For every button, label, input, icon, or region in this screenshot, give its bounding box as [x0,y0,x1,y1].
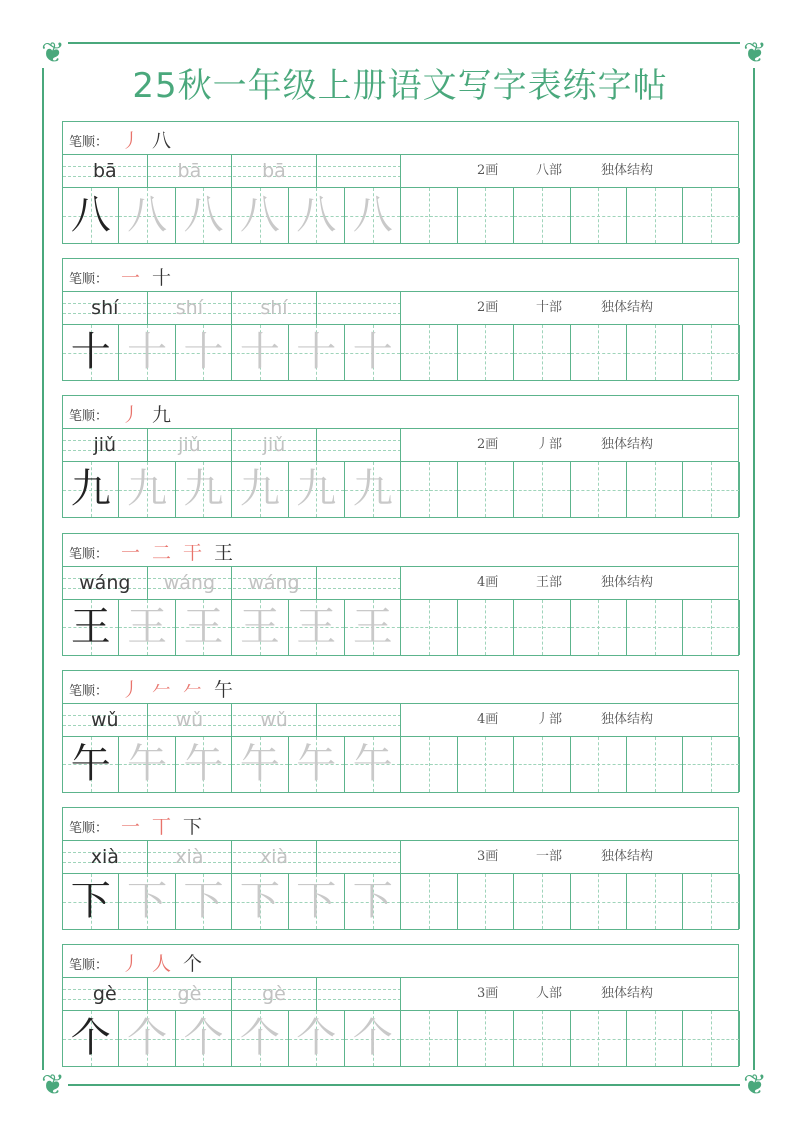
blank-practice-cell[interactable] [458,600,514,655]
stroke-step: 下 [183,816,203,838]
blank-practice-cell[interactable] [514,737,570,792]
corner-ornament-icon: ❦ [38,38,68,68]
blank-practice-cell[interactable] [683,188,739,243]
guide-line [627,1039,682,1040]
trace-cell[interactable] [345,600,401,655]
guide-line [627,627,682,628]
character: 十 [239,329,280,376]
character: 个 [239,1015,280,1062]
character: 下 [239,878,280,924]
guide-line [683,1039,738,1040]
guide-line [514,216,569,217]
pinyin-trace[interactable]: wǔ [232,704,317,736]
stroke-count: 3画 [477,986,499,1002]
guide-line [627,216,682,217]
blank-practice-cell[interactable] [514,874,570,929]
trace-cell[interactable] [345,462,401,517]
character: 八 [70,192,111,238]
pinyin-blank[interactable] [317,155,402,187]
guide-line [571,490,626,491]
stroke-order-row [62,670,739,704]
guide-line [683,490,738,491]
pinyin-trace[interactable]: wáng [148,567,233,599]
structure: 独体结构 [601,986,654,1002]
stroke-count: 4画 [477,711,499,727]
blank-practice-cell[interactable] [571,462,627,517]
stroke-count: 2画 [477,163,499,178]
stroke-steps [121,538,245,565]
blank-practice-cell[interactable] [571,737,627,792]
blank-practice-cell[interactable] [571,188,627,243]
pinyin-blank[interactable] [317,704,402,736]
stroke-order-label: 笔顺： [69,409,109,425]
stroke-step: 干 [183,541,203,564]
pinyin-row [62,977,739,1011]
model-character [63,1011,119,1066]
guide-line [458,490,513,491]
blank-practice-cell[interactable] [627,737,683,792]
character: 午 [127,740,168,787]
blank-practice-cell[interactable] [683,462,739,517]
structure: 独体结构 [601,163,654,178]
character: 王 [352,603,393,650]
trace-cell[interactable] [232,462,288,517]
stroke-steps [121,263,183,290]
blank-practice-cell[interactable] [458,1011,514,1066]
character-info [401,841,739,873]
trace-cell[interactable] [232,325,288,380]
stroke-order-row [62,807,739,841]
trace-cell[interactable] [176,188,232,243]
stroke-order-row [62,395,739,429]
blank-practice-cell[interactable] [401,325,457,380]
character: 十 [296,329,337,376]
model-character [63,600,119,655]
stroke-steps [121,812,214,839]
structure: 独体结构 [601,849,654,864]
stroke-step: 丿 [121,678,141,701]
stroke-step: 王 [214,541,234,564]
pinyin-blank[interactable] [317,978,402,1010]
stroke-step: 丿 [121,953,141,976]
trace-cell[interactable] [232,600,288,655]
guide-line [458,216,513,217]
trace-cell[interactable] [176,737,232,792]
stroke-order-row [62,533,739,567]
guide-line [514,627,569,628]
stroke-step: 丅 [152,816,172,838]
trace-cell[interactable] [176,1011,232,1066]
character: 午 [183,740,224,787]
stroke-step: 𠂉 [152,678,172,701]
blank-practice-cell[interactable] [458,737,514,792]
blank-practice-cell[interactable] [683,325,739,380]
blank-practice-cell[interactable] [627,600,683,655]
character: 个 [70,1015,111,1062]
blank-practice-cell[interactable] [514,1011,570,1066]
guide-line [571,216,626,217]
stroke-step: 午 [214,678,234,701]
trace-cell[interactable] [119,600,175,655]
pinyin-row [62,703,739,737]
guide-line [401,764,456,765]
corner-ornament-icon: ❦ [38,1070,68,1100]
trace-cell[interactable] [119,874,175,929]
guide-line [683,353,738,354]
trace-cell[interactable] [119,188,175,243]
character: 下 [70,878,111,924]
character: 下 [183,878,224,924]
character: 王 [296,603,337,650]
trace-cell[interactable] [232,874,288,929]
pinyin-trace[interactable]: jiǔ [148,429,233,461]
character: 个 [127,1015,168,1062]
blank-practice-cell[interactable] [627,874,683,929]
guide-line [514,764,569,765]
guide-line [401,1039,456,1040]
pinyin-trace[interactable]: shí [148,292,233,324]
character: 午 [70,740,111,787]
blank-practice-cell[interactable] [401,462,457,517]
character: 九 [239,466,280,513]
blank-practice-cell[interactable] [514,325,570,380]
blank-practice-cell[interactable] [401,874,457,929]
pinyin-blank[interactable] [317,841,402,873]
trace-cell[interactable] [345,325,401,380]
pinyin-blank[interactable] [317,292,402,324]
guide-line [514,490,569,491]
pinyin: gè [63,978,148,1010]
model-character [63,462,119,517]
guide-line [627,902,682,903]
character: 午 [352,740,393,787]
stroke-step: 九 [152,404,172,427]
pinyin-trace[interactable]: wáng [232,567,317,599]
character: 下 [296,878,337,924]
character: 九 [183,466,224,513]
character: 个 [296,1015,337,1062]
blank-practice-cell[interactable] [627,462,683,517]
radical: 丿部 [536,711,563,727]
character-block [62,670,739,793]
guide-line [683,627,738,628]
stroke-order-row [62,258,739,292]
stroke-count: 4画 [477,574,499,590]
structure: 独体结构 [601,711,654,727]
trace-cell[interactable] [176,600,232,655]
character: 八 [127,192,168,238]
guide-line [514,1039,569,1040]
blank-practice-cell[interactable] [683,600,739,655]
writing-grid [62,324,739,381]
stroke-order-label: 笔顺： [69,546,109,562]
stroke-order-label: 笔顺： [69,958,109,974]
trace-cell[interactable] [176,462,232,517]
trace-cell[interactable] [119,1011,175,1066]
character: 个 [352,1015,393,1062]
character: 王 [127,603,168,650]
stroke-step: 人 [152,953,172,976]
character: 个 [183,1015,224,1062]
pinyin-row [62,154,739,188]
blank-practice-cell[interactable] [401,737,457,792]
pinyin-trace[interactable]: bā [148,155,233,187]
blank-practice-cell[interactable] [571,600,627,655]
writing-grid [62,599,739,656]
pinyin-trace[interactable]: wǔ [148,704,233,736]
stroke-order-label: 笔顺： [69,821,109,836]
trace-cell[interactable] [232,737,288,792]
character-block [62,258,739,381]
guide-line [458,764,513,765]
character: 王 [183,603,224,650]
guide-line [683,216,738,217]
pinyin-row [62,291,739,325]
pinyin-trace[interactable]: gè [148,978,233,1010]
character-info [401,567,739,599]
pinyin: jiǔ [63,429,148,461]
guide-line [514,353,569,354]
trace-cell[interactable] [232,1011,288,1066]
structure: 独体结构 [601,437,654,453]
guide-line [683,764,738,765]
radical: 八部 [536,163,563,178]
guide-line [458,627,513,628]
character-info [401,429,739,461]
character: 九 [70,466,111,513]
stroke-count: 2画 [477,437,499,453]
character: 八 [183,192,224,238]
stroke-step: 二 [152,541,172,564]
stroke-order-row [62,944,739,978]
blank-practice-cell[interactable] [571,874,627,929]
pinyin: wǔ [63,704,148,736]
guide-line [571,1039,626,1040]
guide-line [571,627,626,628]
character: 十 [352,329,393,376]
blank-practice-cell[interactable] [458,874,514,929]
pinyin-trace[interactable]: bā [232,155,317,187]
trace-cell[interactable] [289,1011,345,1066]
character-block [62,807,739,930]
character-block [62,395,739,518]
page-title: 25秋一年级上册语文写字表练字帖 [132,66,668,106]
pinyin-row [62,566,739,600]
trace-cell[interactable] [345,188,401,243]
character: 十 [183,329,224,376]
writing-grid [62,187,739,244]
writing-grid [62,461,739,518]
pinyin-trace[interactable]: xià [148,841,233,873]
stroke-step: 丿 [121,404,141,427]
guide-line [401,490,456,491]
model-character [63,737,119,792]
stroke-order-label: 笔顺： [69,272,109,288]
writing-grid [62,873,739,930]
pinyin: shí [63,292,148,324]
blank-practice-cell[interactable] [683,737,739,792]
blank-practice-cell[interactable] [683,1011,739,1066]
pinyin-blank[interactable] [317,429,402,461]
guide-line [401,216,456,217]
corner-ornament-icon: ❦ [740,1070,770,1100]
pinyin-trace[interactable]: gè [232,978,317,1010]
stroke-steps [121,400,183,427]
character: 八 [296,192,337,238]
character: 九 [296,466,337,513]
character: 下 [352,878,393,924]
writing-grid [62,736,739,793]
character: 下 [127,878,168,924]
character: 午 [296,740,337,787]
character-block [62,533,739,656]
trace-cell[interactable] [345,1011,401,1066]
guide-line [458,1039,513,1040]
guide-line [571,902,626,903]
trace-cell[interactable] [232,188,288,243]
character: 十 [70,329,111,376]
model-character [63,874,119,929]
guide-line [401,353,456,354]
structure: 独体结构 [601,574,654,590]
trace-cell[interactable] [119,462,175,517]
character: 八 [239,192,280,238]
blank-practice-cell[interactable] [627,325,683,380]
character: 九 [127,466,168,513]
model-character [63,188,119,243]
trace-cell[interactable] [176,325,232,380]
guide-line [627,353,682,354]
guide-line [401,627,456,628]
stroke-order-label: 笔顺： [69,683,109,699]
trace-cell[interactable] [289,600,345,655]
trace-cell[interactable] [289,188,345,243]
character-block [62,121,739,244]
blank-practice-cell[interactable] [683,874,739,929]
corner-ornament-icon: ❦ [740,38,770,68]
guide-line [571,764,626,765]
character: 九 [352,466,393,513]
stroke-step: 𠂉 [183,678,203,701]
trace-cell[interactable] [345,874,401,929]
pinyin: xià [63,841,148,873]
model-character [63,325,119,380]
trace-cell[interactable] [289,874,345,929]
pinyin-row [62,428,739,462]
stroke-order-row [62,121,739,155]
blank-practice-cell[interactable] [514,600,570,655]
character: 午 [239,740,280,787]
trace-cell[interactable] [176,874,232,929]
pinyin: bā [63,155,148,187]
trace-cell[interactable] [345,737,401,792]
pinyin-trace[interactable]: xià [232,841,317,873]
stroke-steps [121,675,245,702]
structure: 独体结构 [601,300,654,316]
guide-line [401,902,456,903]
stroke-step: 八 [152,130,172,152]
stroke-step: 丿 [121,130,141,152]
trace-cell[interactable] [119,325,175,380]
pinyin: wáng [63,567,148,599]
guide-line [514,902,569,903]
blank-practice-cell[interactable] [627,188,683,243]
stroke-steps [121,949,214,976]
stroke-step: 一 [121,541,141,564]
trace-cell[interactable] [119,737,175,792]
trace-cell[interactable] [289,462,345,517]
blank-practice-cell[interactable] [401,600,457,655]
guide-line [458,353,513,354]
character-info [401,704,739,736]
character-info [401,155,739,187]
character: 八 [352,192,393,238]
writing-grid [62,1010,739,1067]
character-block [62,944,739,1067]
trace-cell[interactable] [289,737,345,792]
character-info [401,292,739,324]
stroke-step: 十 [152,267,172,290]
blank-practice-cell[interactable] [571,1011,627,1066]
blank-practice-cell[interactable] [627,1011,683,1066]
trace-cell[interactable] [289,325,345,380]
guide-line [458,902,513,903]
guide-line [627,764,682,765]
radical: 一部 [536,849,563,864]
character: 王 [70,603,111,650]
character: 王 [239,603,280,650]
radical: 十部 [536,300,563,316]
blank-practice-cell[interactable] [458,462,514,517]
stroke-count: 3画 [477,849,499,864]
pinyin-row [62,840,739,874]
stroke-order-label: 笔顺： [69,135,109,150]
pinyin-blank[interactable] [317,567,402,599]
stroke-step: 一 [121,267,141,290]
blank-practice-cell[interactable] [514,462,570,517]
guide-line [627,490,682,491]
stroke-step: 一 [121,816,141,838]
blank-practice-cell[interactable] [458,325,514,380]
stroke-steps [121,126,183,153]
character: 十 [127,329,168,376]
stroke-step: 个 [183,953,203,976]
blank-practice-cell[interactable] [401,188,457,243]
blank-practice-cell[interactable] [458,188,514,243]
radical: 人部 [536,986,563,1002]
character-info [401,978,739,1010]
pinyin-trace[interactable]: jiǔ [232,429,317,461]
blank-practice-cell[interactable] [514,188,570,243]
blank-practice-cell[interactable] [571,325,627,380]
blank-practice-cell[interactable] [401,1011,457,1066]
guide-line [683,902,738,903]
radical: 王部 [536,574,563,590]
guide-line [571,353,626,354]
stroke-count: 2画 [477,300,499,316]
radical: 丿部 [536,437,563,453]
pinyin-trace[interactable]: shí [232,292,317,324]
